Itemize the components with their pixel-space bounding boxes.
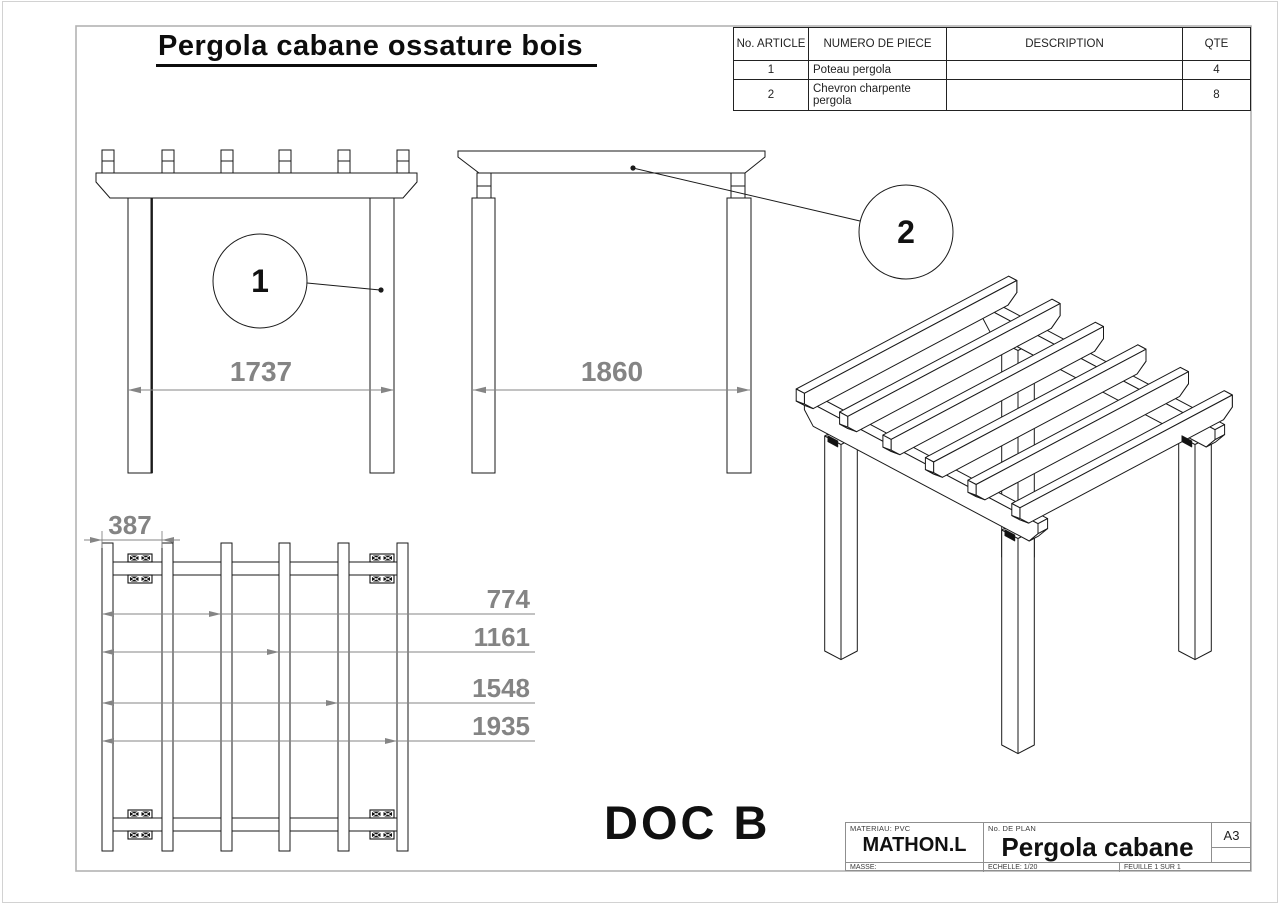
- plan-rafters: [102, 543, 408, 851]
- balloon-2: [630, 165, 953, 279]
- col-header-description: DESCRIPTION: [947, 28, 1183, 61]
- side-post-right: [727, 198, 751, 473]
- mass-cell: [846, 862, 983, 872]
- row2-qty: 8: [1213, 88, 1220, 101]
- row1-qty: 4: [1183, 61, 1250, 80]
- mass-label: MASSE:: [850, 864, 877, 871]
- row2-piece: Chevron charpente pergola: [809, 80, 947, 110]
- rafter-end-tabs: [102, 150, 409, 173]
- balloon-1: [213, 234, 384, 328]
- row2-no: 2: [734, 80, 809, 110]
- format-empty-cell: [1211, 848, 1251, 862]
- plan-dim-label-1548: 1548: [472, 673, 530, 703]
- table-row: [734, 61, 1250, 80]
- plan-no-label: No. DE PLAN: [988, 824, 1037, 833]
- row1-piece: Poteau pergola: [809, 61, 947, 80]
- table-row: [734, 80, 1250, 110]
- row2-description: [947, 80, 1183, 110]
- front-post-right: [370, 198, 394, 473]
- plan-dim-label-774: 774: [486, 584, 530, 614]
- format-cell: [1211, 823, 1251, 848]
- sheet-number-cell: [1119, 862, 1251, 872]
- row1-description: [947, 61, 1183, 80]
- side-post-left: [472, 198, 495, 473]
- col-header-piece: NUMERO DE PIECE: [809, 28, 947, 61]
- front-dim-label: 1737: [229, 356, 293, 387]
- side-view: [458, 151, 765, 473]
- doc-label: DOC B: [604, 796, 771, 849]
- sheet-title: Pergola cabane ossature bois: [156, 30, 597, 67]
- sheet-outer-edge: [3, 2, 1278, 903]
- balloon-1-label: 1: [251, 263, 269, 299]
- sheet-number-label: FEUILLE 1 SUR 1: [1124, 864, 1181, 871]
- plan-dim-spacing-label: 387: [108, 510, 152, 540]
- row1-no: 1: [734, 61, 809, 80]
- isometric-view: [796, 276, 1232, 753]
- drawing-title-cell: [983, 823, 1211, 862]
- col-header-qty: QTE: [1183, 28, 1250, 61]
- parts-table: [733, 27, 1251, 111]
- front-dimension: [128, 387, 394, 394]
- side-chevron: [458, 151, 765, 173]
- plan-beam-bottom: [107, 818, 402, 831]
- front-beam: [96, 173, 417, 198]
- balloon-2-label: 2: [897, 214, 915, 250]
- plan-dim-label-1161: 1161: [473, 622, 530, 652]
- front-post-left: [128, 198, 152, 473]
- drawing-title: Pergola cabane: [1001, 832, 1194, 862]
- scale-label: ECHELLE: 1/20: [988, 864, 1038, 871]
- parts-table-header-row: [734, 28, 1250, 61]
- material-cell: [846, 823, 983, 862]
- plan-beam-top: [107, 562, 402, 575]
- material-label: MATERIAU: PVC: [850, 824, 911, 833]
- col-header-article: No. ARTICLE: [734, 28, 809, 61]
- side-dim-label: 1860: [580, 356, 644, 387]
- side-dimension: [473, 387, 750, 394]
- author: MATHON.L: [862, 834, 967, 856]
- title-block: [845, 822, 1251, 871]
- format-value: A3: [1223, 827, 1240, 843]
- plan-view: [102, 543, 408, 851]
- scale-cell: [983, 862, 1119, 872]
- plan-dim-label-1935: 1935: [472, 711, 530, 741]
